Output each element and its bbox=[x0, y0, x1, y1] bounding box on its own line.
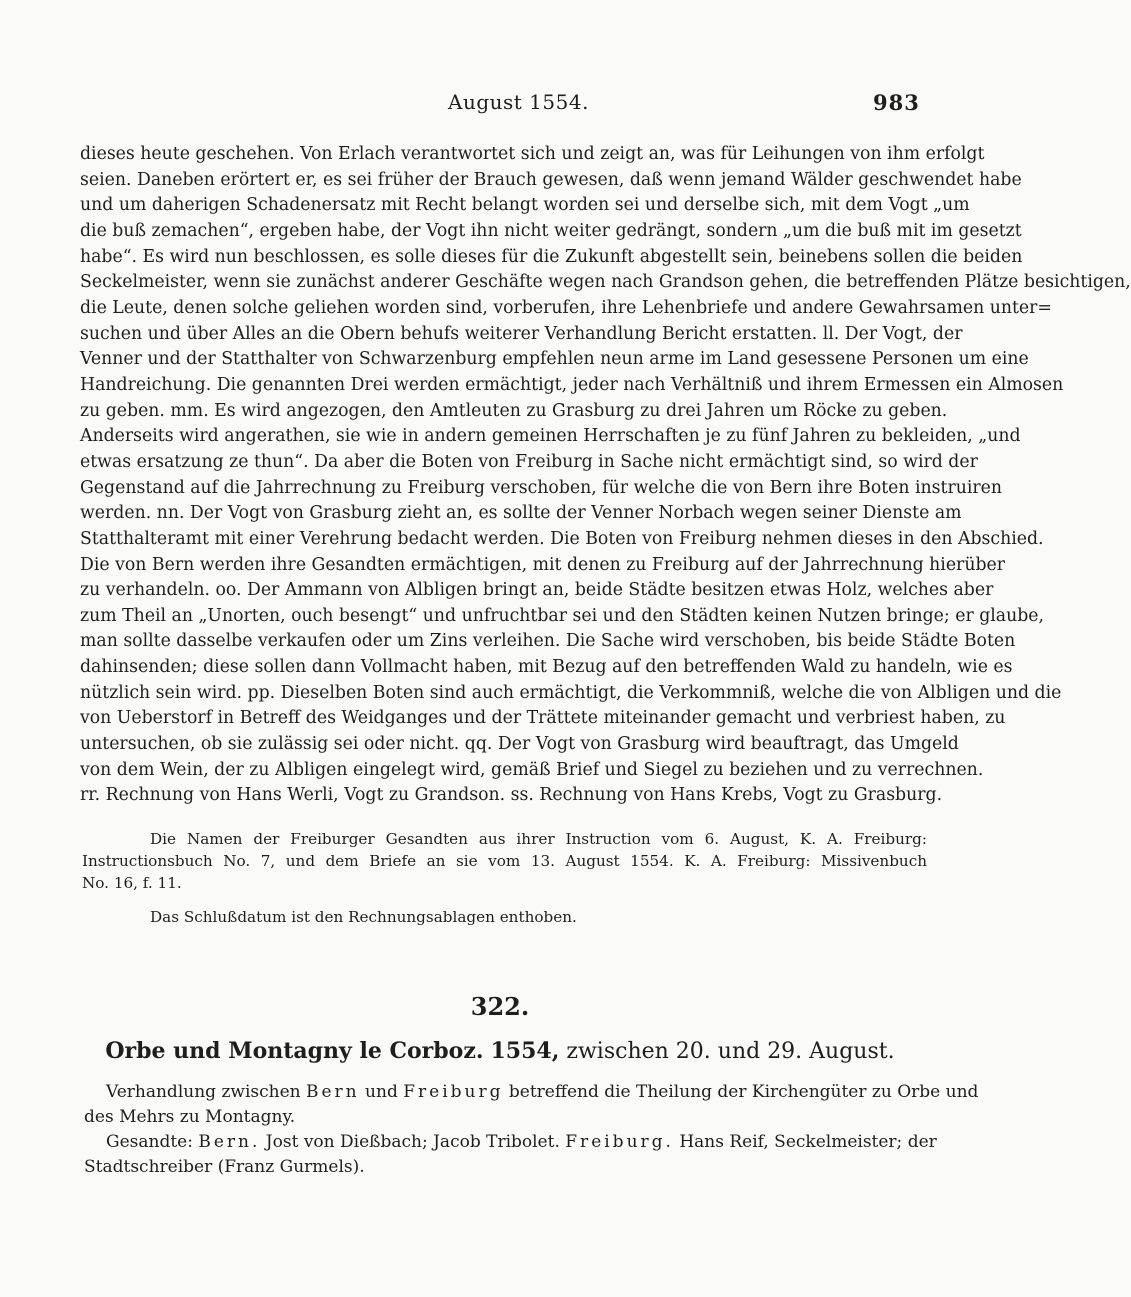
footnotes bbox=[82, 828, 927, 928]
running-head-title: August 1554. bbox=[448, 90, 589, 114]
running-head bbox=[0, 90, 1000, 122]
section-desc-line: des Mehrs zu Montagny. bbox=[84, 1107, 296, 1127]
desc-text: und bbox=[359, 1082, 404, 1102]
desc-text: betreffend die Theilung der Kirchengüter zu Orbe und bbox=[503, 1082, 979, 1102]
body-line: von dem Wein, der zu Albligen eingelegt wird, gemäß Brief und Siegel zu beziehen und zu verrechnen. bbox=[80, 759, 984, 780]
section-title-dates: zwischen 20. und 29. August. bbox=[566, 1039, 895, 1064]
body-line: habe“. Es wird nun beschlossen, es solle dieses für die Zukunft abgestellt sein, beinebens sollen die beiden bbox=[80, 246, 1023, 267]
body-line: Seckelmeister, wenn sie zunächst anderer Geschäfte wegen nach Grandson gehen, die betreffenden Plätze besichtigen, bbox=[80, 272, 1131, 293]
envoys-freiburg: Freiburg. bbox=[565, 1132, 674, 1152]
body-line: Statthalteramt mit einer Verehrung bedacht werden. Die Boten von Freiburg nehmen dieses in den Abschied. bbox=[80, 528, 1044, 549]
section-body bbox=[84, 1080, 979, 1180]
body-line: Die von Bern werden ihre Gesandten ermächtigen, mit denen zu Freiburg auf der Jahrrechnung hierüber bbox=[80, 554, 1006, 575]
body-line: zu geben. mm. Es wird angezogen, den Amtleuten zu Grasburg zu drei Jahren um Röcke zu geben. bbox=[80, 400, 948, 421]
body-line: die Leute, denen solche geliehen worden sind, vorberufen, ihre Lehenbriefe und andere Gewahrsamen unter= bbox=[80, 297, 1052, 318]
note-line: No. 16, f. 11. bbox=[82, 874, 182, 892]
body-line: etwas ersatzung ze thun“. Da aber die Boten von Freiburg in Sache nicht ermächtigt sind, so wird der bbox=[80, 451, 978, 472]
body-line: Handreichung. Die genannten Drei werden ermächtigt, jeder nach Verhältniß und ihrem Ermessen ein Almosen bbox=[80, 374, 1064, 395]
body-line: untersuchen, ob sie zulässig sei oder nicht. qq. Der Vogt von Grasburg wird beauftragt, das Umgeld bbox=[80, 734, 959, 755]
section-title-place: Orbe und Montagny le Corboz. bbox=[105, 1038, 484, 1064]
section-number: 322. bbox=[470, 992, 530, 1021]
body-line: Anderseits wird angerathen, sie wie in andern gemeinen Herrschaften je zu fünf Jahren zu bekleiden, „und bbox=[80, 426, 1021, 447]
body-line: von Ueberstorf in Betreff des Weidganges und der Trättete miteinander gemacht und verbriest haben, zu bbox=[80, 708, 1006, 729]
body-line: zu verhandeln. oo. Der Ammann von Albligen bringt an, beide Städte besitzen etwas Holz, welches aber bbox=[80, 580, 994, 601]
section-title-year: 1554, bbox=[490, 1038, 560, 1064]
section-title bbox=[0, 1038, 1000, 1064]
desc-bern: Bern bbox=[306, 1082, 360, 1102]
desc-text: Verhandlung zwischen bbox=[106, 1082, 306, 1102]
note-schlussdatum: Das Schlußdatum ist den Rechnungsablagen enthoben. bbox=[150, 908, 577, 926]
envoys-line bbox=[84, 1130, 937, 1155]
body-line: und um daherigen Schadenersatz mit Recht belangt worden sei und derselbe sich, mit dem Vogt „um bbox=[80, 195, 970, 216]
body-line: werden. nn. Der Vogt von Grasburg zieht an, es sollte der Venner Norbach wegen seiner Dienste am bbox=[80, 503, 962, 524]
body-line: seien. Daneben erörtert er, es sei früher der Brauch gewesen, daß wenn jemand Wälder geschwendet habe bbox=[80, 169, 1022, 190]
body-line: Venner und der Statthalter von Schwarzenburg empfehlen neun arme im Land gesessene Personen um eine bbox=[80, 349, 1029, 370]
page-number: 983 bbox=[873, 90, 920, 115]
body-line: Gegenstand auf die Jahrrechnung zu Freiburg verschoben, für welche die von Bern ihre Boten instruiren bbox=[80, 477, 1003, 498]
envoys-line: Stadtschreiber (Franz Gurmels). bbox=[84, 1157, 365, 1177]
section-desc-line bbox=[84, 1080, 979, 1105]
body-line: rr. Rechnung von Hans Werli, Vogt zu Grandson. ss. Rechnung von Hans Krebs, Vogt zu Grasburg. bbox=[80, 785, 943, 806]
envoys-label: Gesandte: bbox=[106, 1132, 199, 1152]
desc-freiburg: Freiburg bbox=[403, 1082, 504, 1102]
note-line: Die Namen der Freiburger Gesandten aus ihrer Instruction vom 6. August, K. A. Freiburg: bbox=[150, 830, 927, 848]
body-line: zum Theil an „Unorten, ouch besengt“ und unfruchtbar sei und den Städten keinen Nutzen bringe; er glaube, bbox=[80, 605, 1045, 626]
envoys-freiburg-names: Hans Reif, Seckelmeister; der bbox=[673, 1132, 937, 1152]
body-line: dahinsenden; diese sollen dann Vollmacht haben, mit Bezug auf den betreffenden Wald zu handeln, wie es bbox=[80, 657, 1013, 678]
envoys-bern: Bern. bbox=[198, 1132, 261, 1152]
body-line: dieses heute geschehen. Von Erlach verantwortet sich und zeigt an, was für Leihungen von ihm erfolgt bbox=[80, 144, 985, 164]
body-line: man sollte dasselbe verkaufen oder um Zins verleihen. Die Sache wird verschoben, bis beide Städte Boten bbox=[80, 631, 1016, 652]
body-line: suchen und über Alles an die Obern behufs weiterer Verhandlung Bericht erstatten. ll. Der Vogt, der bbox=[80, 323, 963, 344]
envoys-bern-names: Jost von Dießbach; Jacob Tribolet. bbox=[260, 1132, 566, 1152]
body-line: nützlich sein wird. pp. Dieselben Boten sind auch ermächtigt, die Verkommniß, welche die von Albligen und die bbox=[80, 682, 1062, 703]
note-line: Instructionsbuch No. 7, und dem Briefe an sie vom 13. August 1554. K. A. Freiburg: Missivenbuch bbox=[82, 852, 927, 870]
body-text bbox=[80, 142, 1131, 809]
body-line: die buß zemachen“, ergeben habe, der Vogt ihn nicht weiter gedrängt, sondern „um die buß mit im gesetzt bbox=[80, 220, 1022, 241]
